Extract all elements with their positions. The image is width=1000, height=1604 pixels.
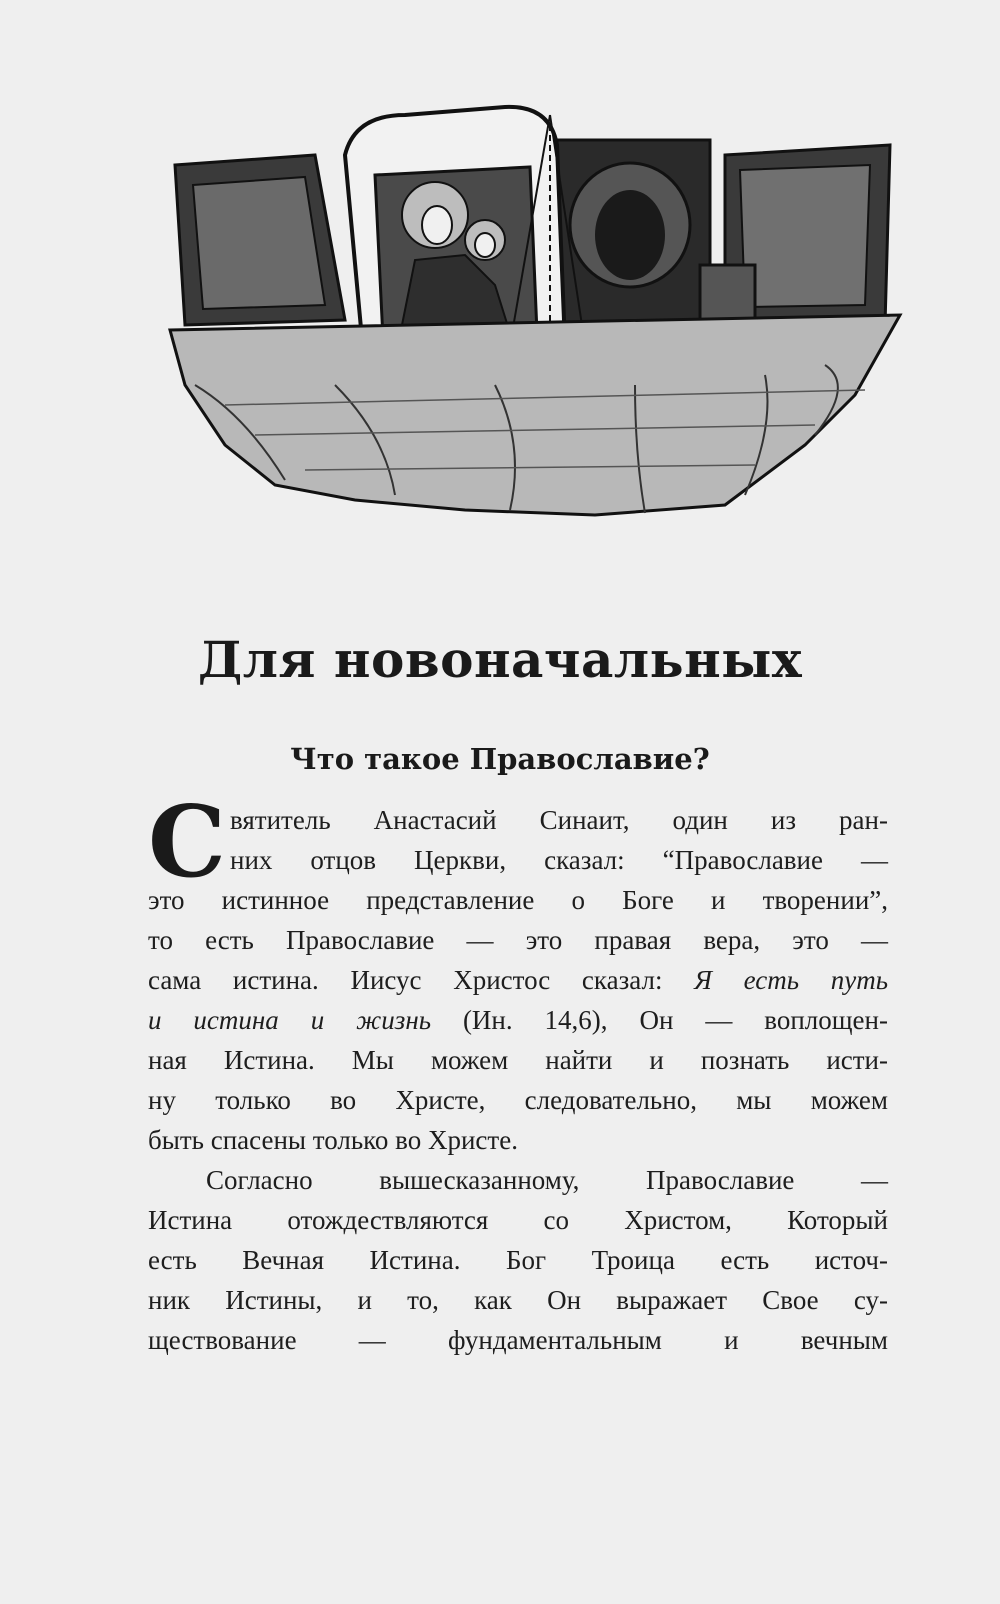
text-line: ну только во Христе, следовательно, мы можем (148, 1085, 888, 1115)
page-title: Для новоначальных (197, 630, 803, 689)
text-line: ник Истины, и то, как Он выражает Свое су- (148, 1285, 888, 1315)
text-line: быть спасены только во Христе. (148, 1125, 518, 1155)
text-line: ная Истина. Мы можем найти и познать исти- (148, 1045, 888, 1075)
icon-corner-illustration (165, 85, 905, 535)
scripture-quote: и истина и жизнь (148, 1005, 431, 1035)
section-subtitle: Что такое Православие? (290, 742, 710, 776)
scripture-quote: Я есть путь (694, 965, 888, 995)
text-segment: сама истина. Иисус Христос сказал: (148, 965, 663, 995)
text-line: то есть Православие — это правая вера, это — (148, 925, 888, 955)
paragraph-1 (148, 785, 888, 1160)
text-line (148, 960, 888, 1000)
text-line: ществование — фундаментальным и вечным (148, 1325, 888, 1355)
text-line: Истина отождествляются со Христом, Который (148, 1205, 888, 1235)
text-line: них отцов Церкви, сказал: “Православие — (230, 845, 888, 875)
drop-cap: С (148, 785, 226, 900)
text-line: Согласно вышесказанному, Православие — (206, 1165, 888, 1195)
text-line: это истинное представление о Боге и творении”, (148, 885, 888, 915)
article-body (148, 785, 888, 1360)
paragraph-2 (148, 1160, 888, 1360)
scripture-reference: (Ин. 14,6), Он — воплощен- (462, 1005, 888, 1035)
text-line: есть Вечная Истина. Бог Троица есть источ- (148, 1245, 888, 1275)
text-line (148, 1000, 888, 1040)
text-line: вятитель Анастасий Синаит, один из ран- (230, 805, 888, 835)
